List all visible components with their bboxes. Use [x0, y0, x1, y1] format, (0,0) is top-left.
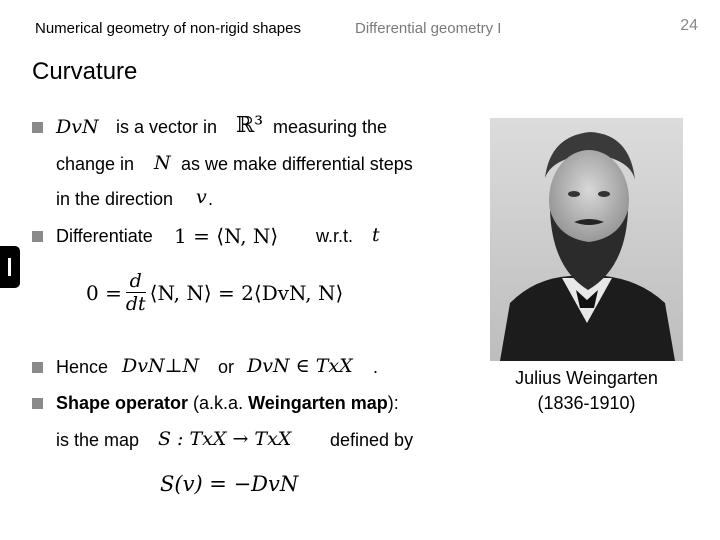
weingarten-map-term: Weingarten map — [248, 393, 388, 413]
bullet4-line1 — [56, 393, 399, 414]
bullet-marker — [32, 398, 43, 409]
math-dvn: DvN — [56, 116, 99, 138]
page-number: 24 — [680, 17, 698, 34]
course-title: Numerical geometry of non-rigid shapes — [35, 20, 301, 37]
bullet1-text-b: measuring the — [273, 117, 388, 137]
bullet1-text-d: as we make differential steps — [181, 154, 413, 174]
math-shape-operator-def: S(v) = −DvN — [160, 472, 299, 496]
fraction-denominator: dt — [125, 293, 146, 315]
equation-lhs: 0 = — [86, 280, 122, 305]
fraction-numerator: d — [126, 270, 146, 293]
display-equation — [86, 270, 343, 315]
math-in-tangent: DvN ∈ TxX — [247, 355, 353, 377]
slide-title: Curvature — [32, 58, 138, 85]
bullet4-text-c: is the map — [56, 430, 140, 450]
bullet3-text-a: Hence — [56, 357, 109, 377]
bullet3-text-b: or — [218, 357, 235, 377]
math-r3: ℝ³ — [236, 113, 264, 138]
bullet3-text-c: . — [373, 357, 379, 377]
bullet2-text-b: w.r.t. — [316, 226, 354, 246]
bullet1-text-e: in the direction — [56, 189, 174, 209]
bullet1-text-c: change in — [56, 154, 135, 174]
closing-text: ): — [387, 393, 399, 413]
math-map: S : TxX → TxX — [158, 428, 292, 450]
math-inner-product-eq: 1 = ⟨N, N⟩ — [174, 224, 279, 248]
equation-rhs: ⟨N, N⟩ = 2⟨DvN, N⟩ — [149, 280, 344, 305]
bullet4-text-d: defined by — [330, 430, 414, 450]
math-t: t — [372, 224, 380, 246]
side-tab-marker — [8, 258, 11, 276]
bullet1-text-a: is a vector in — [116, 117, 218, 137]
bullet1-text-f: . — [208, 189, 214, 209]
bullet-marker — [32, 231, 43, 242]
bullet-marker — [32, 122, 43, 133]
math-v: v — [196, 186, 207, 208]
math-n: N — [154, 152, 171, 174]
bullet-marker — [32, 362, 43, 373]
math-perp: DvN⊥N — [122, 355, 200, 377]
bullet2-text-a: Differentiate — [56, 226, 153, 246]
portrait-image — [490, 118, 683, 361]
aka-text: (a.k.a. — [193, 393, 244, 413]
shape-operator-term: Shape operator — [56, 393, 189, 413]
derivative-fraction — [126, 270, 146, 315]
section-title: Differential geometry I — [355, 20, 502, 37]
portrait-caption-name: Julius Weingarten — [515, 368, 658, 388]
portrait-photo — [490, 118, 683, 361]
portrait-caption-years: (1836-1910) — [537, 393, 636, 413]
